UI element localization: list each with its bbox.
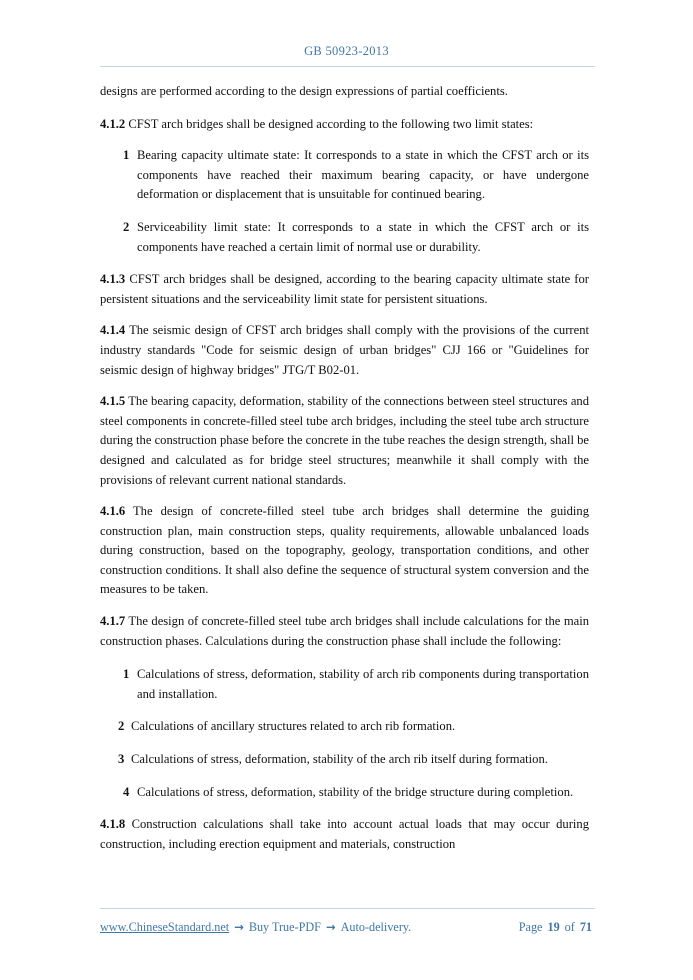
list-marker: 4 (123, 784, 130, 799)
list-marker: 1 (123, 667, 130, 682)
clause-4-1-7 (100, 612, 589, 651)
document-body (100, 82, 589, 866)
clause-number: 4.1.2 (100, 116, 126, 131)
header-divider (100, 66, 595, 67)
standard-code-title: GB 50923-2013 (304, 44, 389, 58)
clause-number: 4.1.8 (100, 817, 126, 832)
clause-number: 4.1.3 (100, 272, 126, 287)
list-marker: 3 (118, 752, 125, 767)
list-item-text: Calculations of stress, deformation, stability of the bridge structure during completion. (137, 784, 574, 799)
clause-text: The design of concrete-filled steel tube arch bridges shall include calculations for the main construction phases. Calculations during the construction phase shall include the following: (100, 614, 589, 648)
list-marker: 1 (123, 148, 130, 163)
clause-4-1-4 (100, 321, 589, 380)
clause-text: The seismic design of CFST arch bridges shall comply with the provisions of the current industry standards "Code for seismic design of urban bridges" CJJ 166 or "Guidelines for seismic design of highway bridges" JTG/T B02-01. (100, 323, 590, 377)
intro-paragraph: designs are performed according to the design expressions of partial coefficients. (100, 84, 508, 98)
list-item (100, 717, 589, 737)
clause-text: The bearing capacity, deformation, stability of the connections between steel structures and steel components in concrete-filled steel tube arch bridges, including the steel tube arch structure during the construction phase before the concrete in the tube reaches the design strength, shall be designed and calculated as for bridge steel structures; meanwhile it shall comply with the provisions of relevant current national standards. (100, 394, 590, 487)
clause-number: 4.1.7 (100, 614, 126, 629)
clause-4-1-3 (100, 270, 589, 309)
list-item (100, 146, 589, 205)
of-label: of (564, 919, 575, 934)
clause-4-1-5 (100, 392, 589, 490)
arrow-right-icon: → (234, 919, 244, 934)
arrow-right-icon: → (325, 919, 336, 934)
total-page-number: 71 (579, 919, 592, 934)
clause-number: 4.1.5 (100, 394, 126, 409)
construction-calculations-list (100, 665, 589, 802)
list-item (100, 218, 589, 257)
list-item (100, 665, 589, 704)
list-item (100, 750, 589, 770)
list-item-text: Bearing capacity ultimate state: It corresponds to a state in which the CFST arch or its components have reached their maximum bearing capacity, or have undergone deformation or displacement that is unsuitable for continued bearing. (137, 148, 589, 202)
page-header (0, 0, 693, 60)
list-item-text: Calculations of stress, deformation, stability of arch rib components during transportation and installation. (137, 667, 589, 701)
list-item-text: Serviceability limit state: It corresponds to a state in which the CFST arch or its components have reached a certain limit of normal use or durability. (137, 219, 589, 254)
list-marker: 2 (118, 719, 125, 734)
clause-text: CFST arch bridges shall be designed according to the following two limit states: (128, 116, 534, 131)
list-marker: 2 (123, 219, 130, 234)
list-item (100, 783, 589, 803)
auto-delivery-label: Auto-delivery. (340, 919, 412, 934)
list-item-text: Calculations of ancillary structures related to arch rib formation. (131, 719, 456, 734)
page-footer (100, 916, 595, 938)
clause-4-1-2 (100, 115, 589, 135)
clause-text: CFST arch bridges shall be designed, according to the bearing capacity ultimate state for persistent situations and the serviceability limit state for persistent situations. (100, 272, 589, 306)
website-link[interactable]: www.ChineseStandard.net (100, 919, 230, 934)
clause-number: 4.1.6 (100, 504, 126, 519)
buy-true-pdf-label: Buy True-PDF (248, 919, 321, 934)
clause-4-1-8 (100, 815, 589, 854)
clause-4-1-6 (100, 502, 589, 600)
list-item-text: Calculations of stress, deformation, stability of the arch rib itself during formation. (131, 752, 548, 767)
page-indicator (517, 920, 595, 935)
clause-text: The design of concrete-filled steel tube arch bridges shall determine the guiding construction plan, main construction steps, quality requirements, allowable unbalanced loads during construction, based on the topography, geology, transportation conditions, and other construction conditions. It shall also define the sequence of structural system conversion and the measures to be taken. (100, 504, 590, 597)
clause-text: Construction calculations shall take into account actual loads that may occur during construction, including erection equipment and materials, construction (100, 817, 589, 851)
clause-number: 4.1.4 (100, 323, 126, 338)
page-label: Page (518, 919, 543, 934)
current-page-number: 19 (547, 919, 560, 934)
footer-promo (100, 920, 411, 935)
footer-divider (100, 908, 595, 909)
limit-states-list (100, 146, 589, 257)
